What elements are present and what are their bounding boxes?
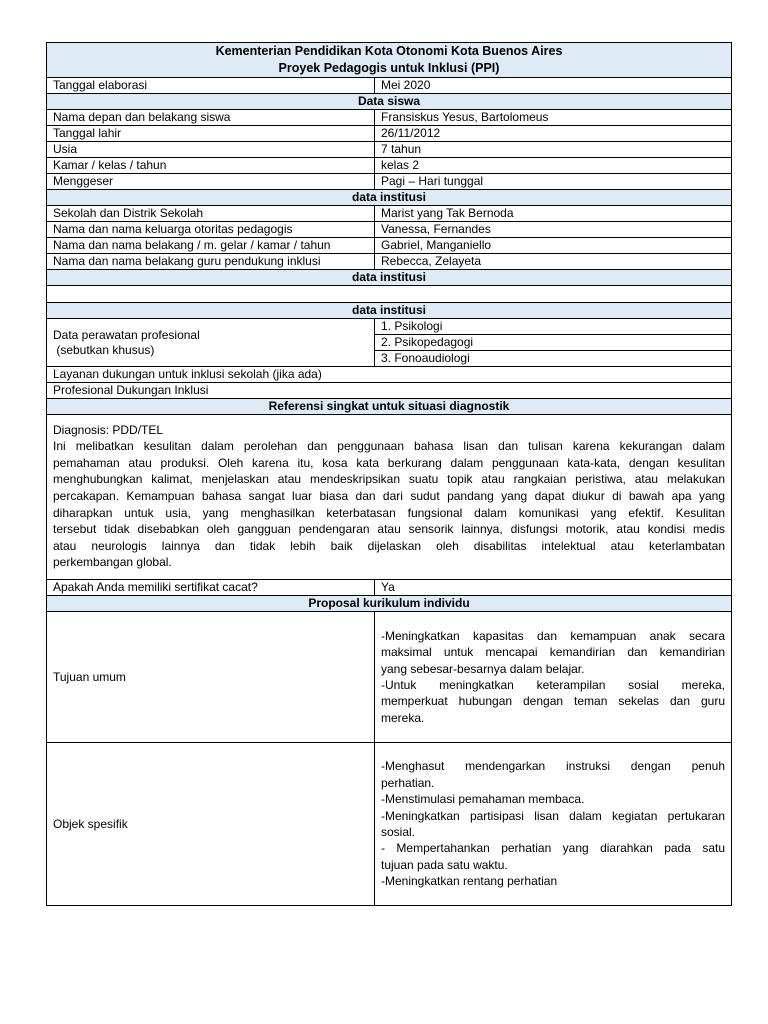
student-name-label: Nama depan dan belakang siswa [47,110,375,126]
specific-goal-line: -Meningkatkan partisipasi lisan dalam kegiatan pertukaran [381,808,725,823]
birth-date-label: Tanggal lahir [47,126,375,142]
elaboration-row [47,78,732,94]
ppi-form-table [46,42,732,906]
certificate-label: Apakah Anda memiliki sertifikat cacat? [47,580,375,596]
authority-value: Vanessa, Fernandes [375,222,732,238]
general-goal-label: Tujuan umum [47,612,375,743]
general-goal-line: memperkuat hubungan dengan teman sekelas dan guru [381,694,725,709]
authority-label: Nama dan nama keluarga otoritas pedagogis [47,222,375,238]
care-item: 2. Psikopedagogi [375,335,732,351]
section-student: Data siswa [47,94,732,110]
specific-goal-line: -Menghasut mendengarkan instruksi dengan penuh [381,759,725,774]
institution-row [47,238,732,254]
specific-goal-line: -Meningkatkan rentang perhatian [381,874,558,889]
diagnosis-text [47,415,732,580]
shift-value: Pagi – Hari tunggal [375,174,732,190]
student-row [47,174,732,190]
general-goal-line: yang sebesar-besarnya dalam belajar. [381,661,585,676]
student-name-value: Fransiskus Yesus, Bartolomeus [375,110,732,126]
specific-goal-line: perhatian. [381,775,435,790]
specific-goal-text [375,743,732,906]
care-label [47,319,375,367]
support-professional-row: Profesional Dukungan Inklusi [47,383,732,399]
teacher-label: Nama dan nama belakang / m. gelar / kamar / tahun [47,238,375,254]
general-goal-line: maksimal untuk mencapai kemandirian dan kemandirian [381,645,725,660]
student-row [47,142,732,158]
diagnosis-line: percakapan. Kemampuan bahasa sangat luar biasa dan dari sudut pandang yang dapat diukur di bawah apa yang [53,488,725,503]
general-goal-line: mereka. [381,710,425,725]
general-goal-text [375,612,732,743]
diagnosis-line: menghubungkan kalimat, menjelaskan atau mendeskripsikan suatu topik atau rangkaian peristiwa, atau melakukan [53,472,725,487]
diagnosis-line: Ini melibatkan kesulitan dalam perolehan dan penggunaan bahasa lisan dan tulisan karena kekurangan dalam [53,439,725,454]
diagnosis-line: pemahaman atau produksi. Oleh karena itu, kosa kata berkurang dalam penggunaan kata-kata, dengan kesulitan [53,455,725,470]
care-label-line-2: (sebutkan khusus) [53,342,155,357]
specific-goal-line: -Menstimulasi pemahaman membaca. [381,792,585,807]
specific-goal-line: tujuan pada satu waktu. [381,857,508,872]
specific-goal-line: sosial. [381,825,416,839]
age-label: Usia [47,142,375,158]
general-goal-line: -Untuk meningkatkan keterampilan sosial mereka, [381,678,725,692]
section-curriculum: Proposal kurikulum individu [47,596,732,612]
blank-row [47,286,732,303]
shift-label: Menggeser [47,174,375,190]
teacher-value: Gabriel, Manganiello [375,238,732,254]
section-institution: data institusi [47,190,732,206]
school-label: Sekolah dan Distrik Sekolah [47,206,375,222]
diagnosis-line: tersebut tidak disebabkan oleh gangguan pendengaran atau sensorik lainnya, disfungsi motorik, atau kondisi medis [53,522,725,537]
student-row [47,110,732,126]
grade-label: Kamar / kelas / tahun [47,158,375,174]
diagnosis-title: Diagnosis: PDD/TEL [53,423,164,438]
student-row [47,126,732,142]
student-row [47,158,732,174]
elaboration-value: Mei 2020 [375,78,732,94]
support-teacher-value: Rebecca, Zelayeta [375,254,732,270]
school-value: Marist yang Tak Bernoda [375,206,732,222]
general-goal-line: -Meningkatkan kapasitas dan kemampuan anak secara [381,628,725,643]
care-item: 3. Fonoaudiologi [375,351,732,367]
project-title: Proyek Pedagogis untuk Inklusi (PPI) [278,61,500,75]
grade-value: kelas 2 [375,158,732,174]
specific-goal-line: - Mempertahankan perhatian yang diarahkan pada satu [381,841,725,856]
specific-goal-label: Objek spesifik [47,743,375,906]
care-item: 1. Psikologi [375,319,732,335]
age-value: 7 tahun [375,142,732,158]
diagnosis-line: diharapkan untuk usia, yang menghasilkan keterbatasan fungsional dalam komunikasi yang efektif. Kesulitan [53,505,725,520]
support-service-row: Layanan dukungan untuk inklusi sekolah (jika ada) [47,367,732,383]
certificate-row [47,580,732,596]
institution-row [47,254,732,270]
diagnosis-line: perkembangan global. [53,555,172,570]
institution-row [47,222,732,238]
diagnosis-line: atau neurologis lainnya dan tidak lebih baik dijelaskan oleh disabilitas intelektual atau keterlambatan [53,538,725,553]
institution-row [47,206,732,222]
section-diagnosis: Referensi singkat untuk situasi diagnostik [47,399,732,415]
form-title [47,43,732,78]
section-institution-2: data institusi [47,270,732,286]
section-institution-3: data institusi [47,303,732,319]
elaboration-label: Tanggal elaborasi [47,78,375,94]
birth-date-value: 26/11/2012 [375,126,732,142]
care-label-line-1: Data perawatan profesional [53,327,200,342]
support-teacher-label: Nama dan nama belakang guru pendukung inklusi [47,254,375,270]
ministry-title: Kementerian Pendidikan Kota Otonomi Kota Buenos Aires [215,44,563,58]
certificate-value: Ya [375,580,732,596]
